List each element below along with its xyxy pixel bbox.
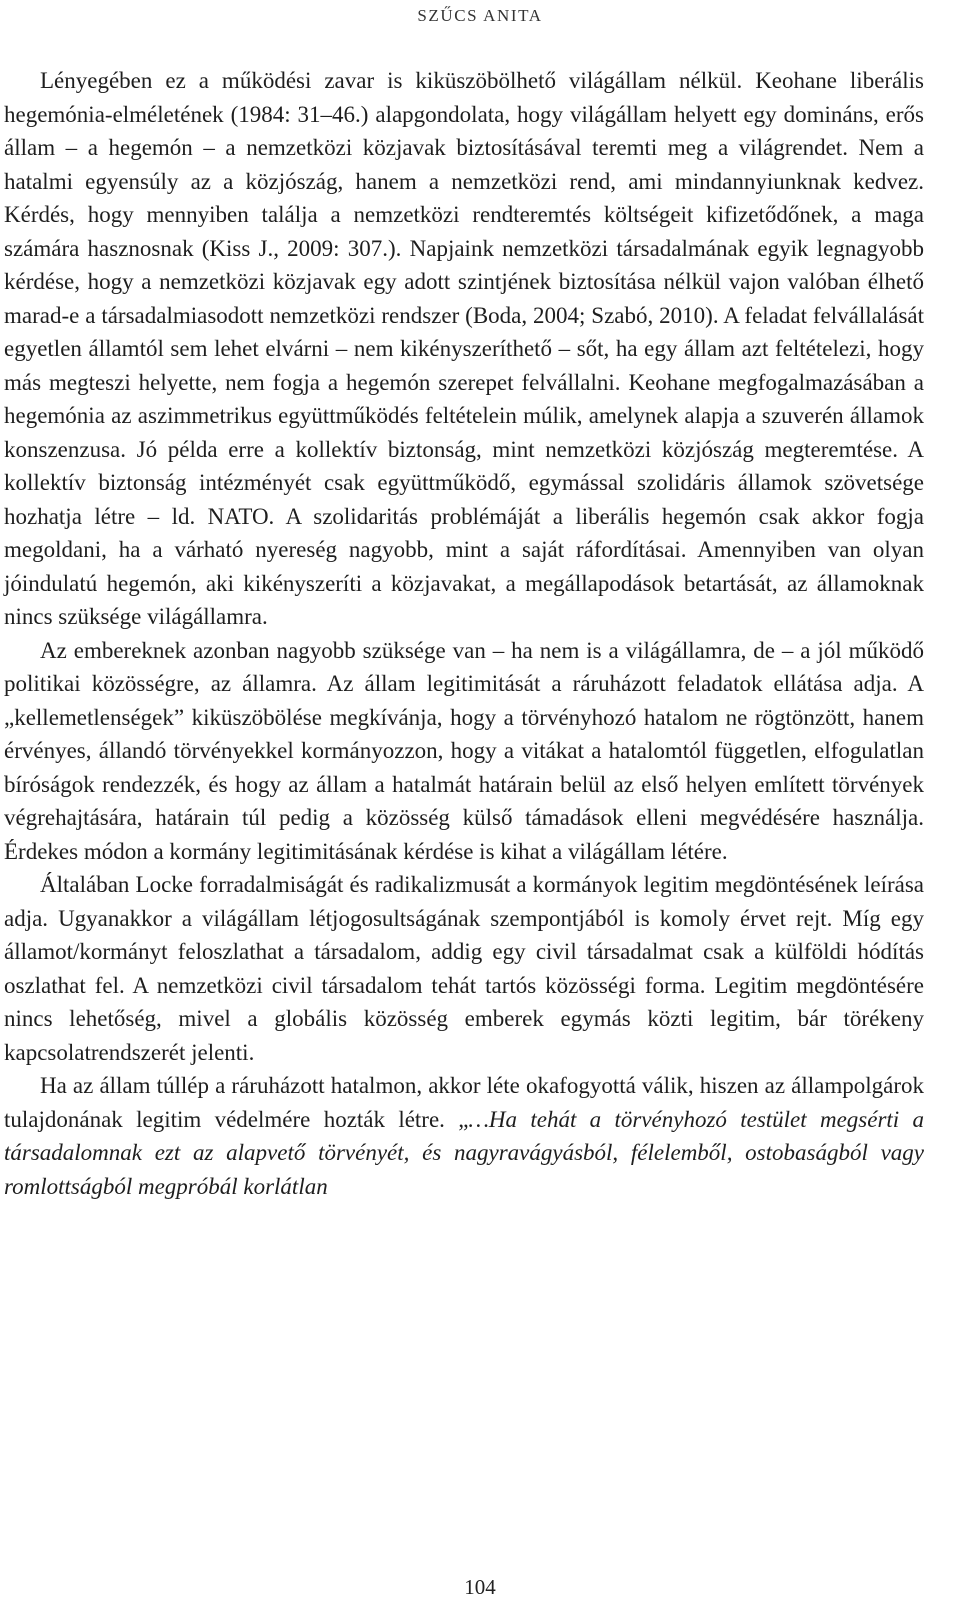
- running-header: SZŰCS ANITA: [417, 6, 543, 25]
- paragraph-1: Lényegében ez a működési zavar is kiküszöbölhető világállam nélkül. Keohane liberális hegemónia-elméletének (1984: 31–46.) alapgondolata, hogy világállam helyett egy domináns, erős állam – a hegemón – a nemzetközi közjavak biztosításával teremti meg a világrendet. Nem a hatalmi egyensúly az a közjószág, hanem a nemzetközi rend, ami mindannyiunknak kedvez. Kérdés, hogy mennyiben találja a nemzetközi rendteremtés költségeit kifizetődőnek, a maga számára hasznosnak (Kiss J., 2009: 307.). Napjaink nemzetközi társadalmának egyik legnagyobb kérdése, hogy a nemzetközi közjavak egy adott szintjének biztosítása nélkül vajon valóban élhető marad-e a társadalmiasodott nemzetközi rendszer (Boda, 2004; Szabó, 2010). A feladat felvállalását egyetlen államtól sem lehet elvárni – nem kikényszeríthető – sőt, ha egy állam azt feltételezi, hogy más megteszi helyette, nem fogja a hegemón szerepet felvállalni. Keohane megfogalmazásában a hegemónia az aszimmetrikus együttműködés feltételein múlik, amelynek alapja a szuverén államok konszenzusa. Jó példa erre a kollektív biztonság, mint nemzetközi közjószág megteremtése. A kollektív biztonság intézményét csak együttműködő, egymással szolidáris államok szövetsége hozhatja létre – ld. NATO. A szolidaritás problémáját a liberális hegemón csak akkor fogja megoldani, ha a várható nyereség nagyobb, mint a saját ráfordításai. Amennyiben van olyan jóindulatú hegemón, aki kikényszeríti a közjavakat, a megállapodások betartását, az államoknak nincs szüksége világállamra.: [4, 68, 924, 629]
- paragraph-2: Az embereknek azonban nagyobb szüksége van – ha nem is a világállamra, de – a jól működő politikai közösségre, az államra. Az állam legitimitását a ráruházott feladatok ellátása adja. A „kellemetlenségek” kiküszöbölése megkívánja, hogy a törvényhozó hatalom ne rögtönzött, hanem érvényes, állandó törvényekkel kormányozzon, hogy a vitákat a hatalomtól független, elfogulatlan bíróságok rendezzék, és hogy az állam a hatalmát határain belül az első helyen említett törvények végrehajtására, határain túl pedig a közösség külső támadások elleni megvédésére használja. Érdekes módon a kormány legitimitásának kérdése is kihat a világállam létére.: [4, 637, 924, 864]
- body-text: [4, 64, 924, 1203]
- locke-quote: …Ha tehát a törvényhozó testület megsérti a társadalomnak ezt az alapvető törvényét, és nagyravágyásból, félelemből, ostobaságból vagy romlottságból megpróbál korlátlan: [4, 1106, 924, 1199]
- page-number: 104: [464, 1575, 496, 1599]
- paragraph-4: [4, 1069, 924, 1203]
- paragraph-4-text: Ha az állam túllép a ráruházott hatalmon, akkor léte okafogyottá válik, hiszen az állampolgárok tulajdonának legitim védelmére hozták létre. „: [4, 1073, 924, 1132]
- paragraph-3: Általában Locke forradalmiságát és radikalizmusát a kormányok legitim megdöntésének leírása adja. Ugyanakkor a világállam létjogosultságának szempontjából is komoly érvet rejt. Míg egy államot/kormányt feloszlathat a társadalom, addig egy civil társadalmat csak a külföldi hódítás oszlathat fel. A nemzetközi civil társadalom tehát tartós közösségi forma. Legitim megdöntésére nincs lehetőség, mivel a globális közösség emberek egymás közti legitim, bár törékeny kapcsolatrendszerét jelenti.: [4, 872, 924, 1065]
